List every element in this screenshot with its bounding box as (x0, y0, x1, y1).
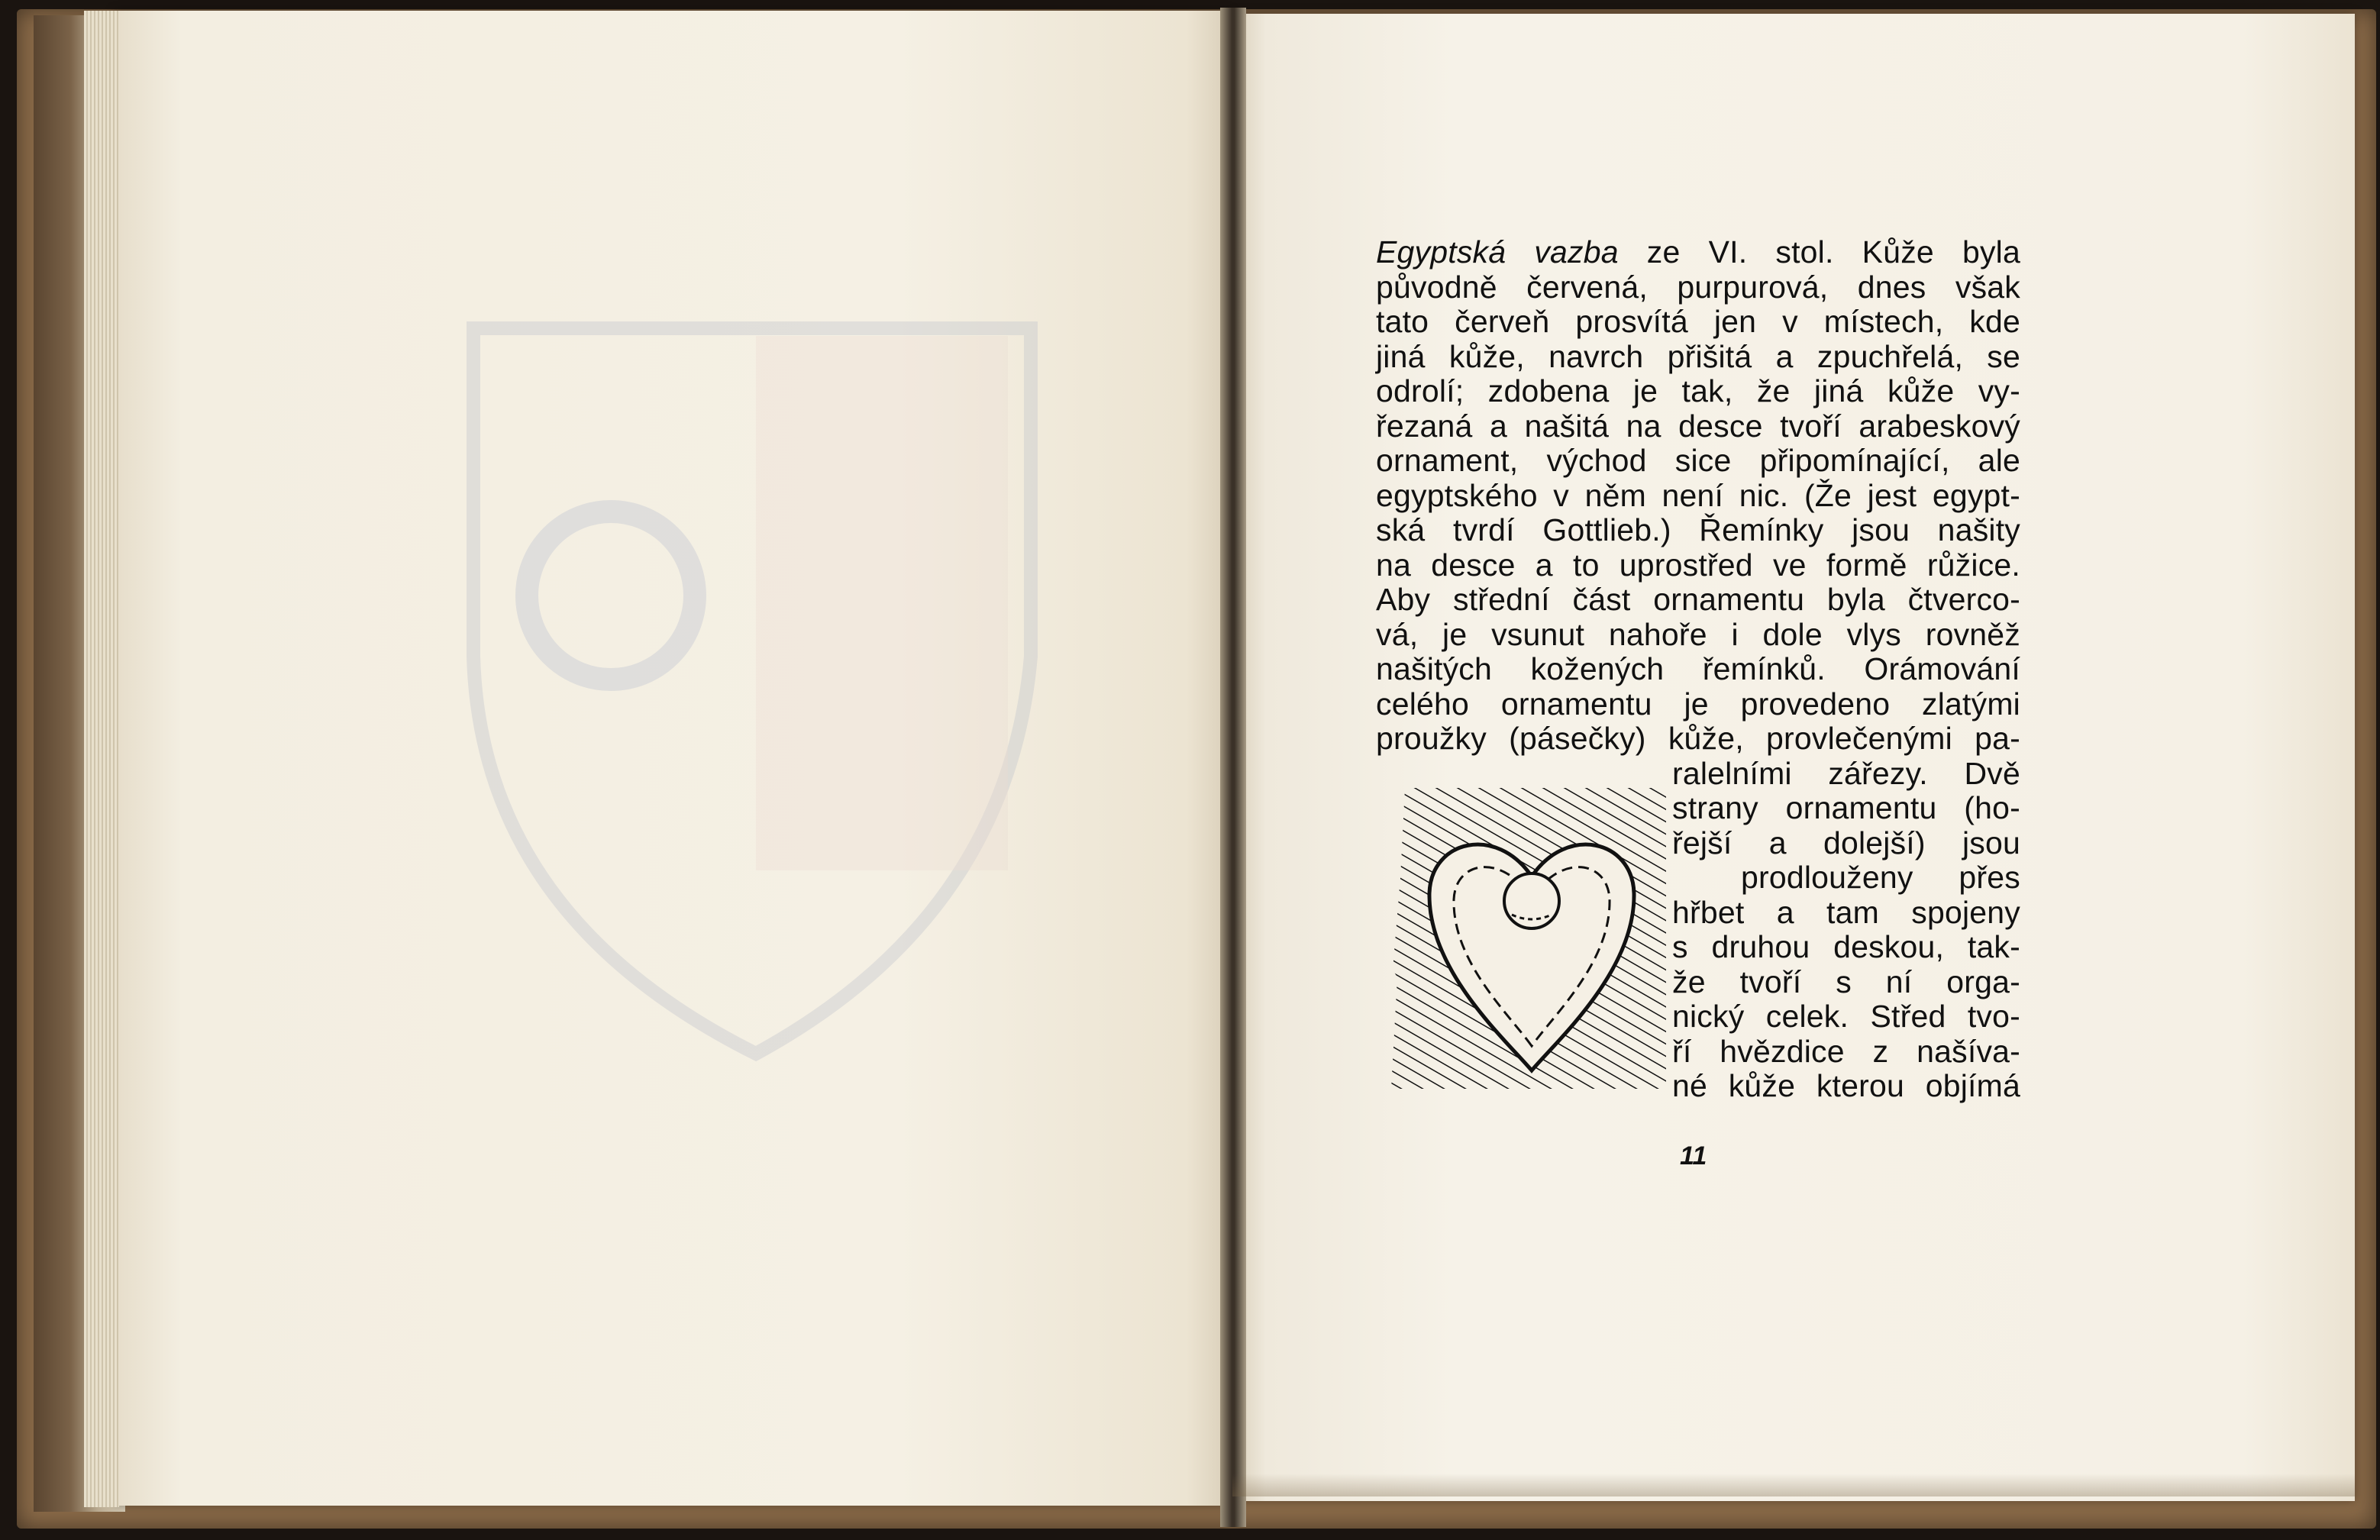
text-line (1376, 235, 2020, 270)
gutter (1220, 8, 1246, 1527)
text-line: původně červená, purpurová, dnes však (1376, 269, 2020, 305)
text-line: celého ornamentu je provedeno zlatými (1376, 686, 2020, 722)
heart-ornament-icon (1390, 786, 1674, 1089)
text-line: vá, je vsunut nahoře i dole vlys rovněž (1376, 616, 2020, 652)
text-line: našitých kožených řemínků. Orámování (1376, 651, 2020, 686)
page-number: 11 (1680, 1141, 1707, 1170)
wrapped-line: nický celek. Střed tvo- (1672, 999, 2020, 1034)
wrapped-line: ří hvězdice z našíva- (1672, 1033, 2020, 1069)
wrapped-line: né kůže kterou objímá (1672, 1068, 2020, 1103)
wrapped-line: strany ornamentu (ho- (1672, 790, 2020, 825)
wrapped-line: ralelními zářezy. Dvě (1672, 755, 2020, 791)
text-line: ská tvrdí Gottlieb.) Řemínky jsou našity (1376, 512, 2020, 547)
text-line: ornament, východ sice připomínající, ale (1376, 443, 2020, 478)
wrapped-line: s druhou deskou, tak- (1672, 929, 2020, 964)
text-line: proužky (pásečky) kůže, provlečenými pa- (1376, 721, 2020, 756)
text-line: Aby střední část ornamentu byla čtverco- (1376, 582, 2020, 617)
text-line: řezaná a našitá na desce tvoří arabeskový (1376, 408, 2020, 444)
text-line: tato červeň prosvítá jen v místech, kde (1376, 304, 2020, 339)
text-line: na desce a to uprostřed ve formě růžice. (1376, 547, 2020, 583)
wrapped-line: prodlouženy přes (1741, 860, 2020, 895)
text-run: ze VI. stol. Kůže byla (1618, 234, 2020, 270)
text-line: egyptského v něm není nic. (Že jest egypt- (1376, 477, 2020, 513)
text-line: jiná kůže, navrch přišitá a zpuchřelá, se (1376, 338, 2020, 374)
wrapped-line: hřbet a tam spojeny (1672, 894, 2020, 930)
wrapped-line: řejší a dolejší) jsou (1672, 825, 2020, 860)
page-bottom-edge (1232, 1474, 2355, 1496)
page-edges (84, 11, 119, 1507)
wrapped-line: že tvoří s ní orga- (1672, 964, 2020, 999)
show-through-shield-icon (428, 229, 1130, 1107)
italic-term: Egyptská vazba (1376, 234, 1619, 270)
text-line: odrolí; zdobena je tak, že jiná kůže vy- (1376, 373, 2020, 408)
